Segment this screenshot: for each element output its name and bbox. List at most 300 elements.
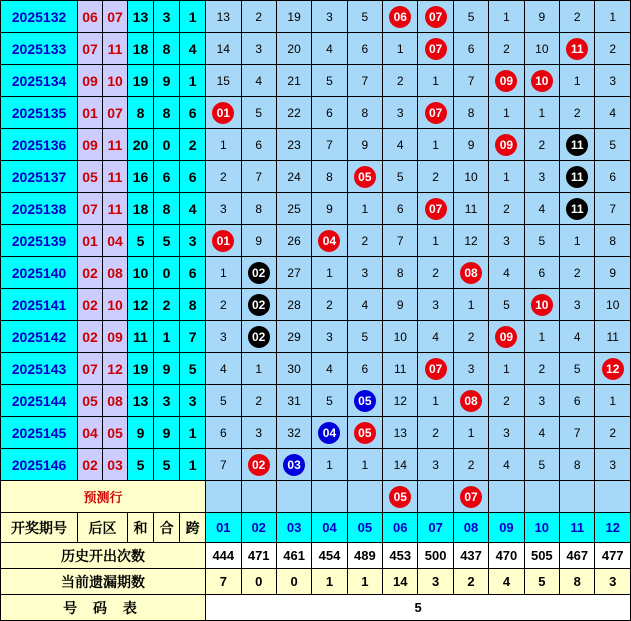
grid-cell[interactable] [524,129,559,161]
header-number[interactable]: 01 [206,513,241,543]
grid-cell[interactable] [524,321,559,353]
grid-cell[interactable] [560,65,595,97]
table-row[interactable] [1,193,631,225]
grid-value: 5 [361,9,369,24]
miss-count-value: 1 [347,569,382,595]
grid-cell[interactable] [312,97,347,129]
back-area-number: 08 [103,257,128,289]
grid-value: 3 [219,329,227,344]
prediction-cell[interactable] [560,481,595,513]
grid-cell[interactable] [206,257,241,289]
back-area-number: 11 [103,129,128,161]
grid-cell[interactable] [383,161,418,193]
grid-cell[interactable] [524,161,559,193]
grid-cell[interactable] [383,257,418,289]
grid-cell[interactable] [276,97,311,129]
grid-cell[interactable] [453,257,488,289]
grid-cell[interactable] [347,417,382,449]
grid-cell[interactable] [524,225,559,257]
grid-cell[interactable] [241,289,276,321]
grid-cell[interactable] [276,321,311,353]
back-area-number: 02 [78,321,103,353]
grid-cell[interactable] [418,65,453,97]
grid-cell[interactable] [383,321,418,353]
issue-number: 2025135 [1,97,78,129]
grid-cell[interactable] [383,33,418,65]
grid-cell[interactable] [241,225,276,257]
grid-cell[interactable] [241,385,276,417]
aggregate-value: 20 [128,129,154,161]
grid-cell[interactable] [524,385,559,417]
grid-value: 7 [219,457,227,472]
grid-cell[interactable] [524,33,559,65]
grid-cell[interactable] [206,289,241,321]
grid-cell[interactable] [347,129,382,161]
grid-cell[interactable] [489,385,524,417]
grid-value: 2 [538,137,546,152]
grid-cell[interactable] [453,449,488,481]
grid-cell[interactable] [524,97,559,129]
grid-cell[interactable] [524,257,559,289]
grid-value: 2 [503,393,510,408]
grid-cell[interactable] [560,193,595,225]
grid-cell[interactable] [418,225,453,257]
grid-cell[interactable] [595,321,631,353]
header-number[interactable]: 03 [276,513,311,543]
grid-cell[interactable] [241,449,276,481]
footer-value: 5 [206,595,631,621]
grid-cell[interactable] [595,97,631,129]
grid-cell[interactable] [347,449,382,481]
grid-cell[interactable] [489,353,524,385]
grid-cell[interactable] [418,353,453,385]
grid-cell[interactable] [383,449,418,481]
issue-number: 2025146 [1,449,78,481]
grid-cell[interactable] [276,129,311,161]
issue-number: 2025136 [1,129,78,161]
grid-cell[interactable] [312,33,347,65]
grid-cell[interactable] [489,161,524,193]
grid-cell[interactable] [453,417,488,449]
grid-cell[interactable] [453,33,488,65]
number-ball: 04 [318,230,340,252]
back-area-number: 07 [103,97,128,129]
grid-cell[interactable] [453,289,488,321]
grid-value: 2 [503,41,510,56]
grid-cell[interactable] [595,289,631,321]
grid-cell[interactable] [489,129,524,161]
grid-cell[interactable] [453,225,488,257]
grid-cell[interactable] [524,193,559,225]
table-row[interactable] [1,33,631,65]
issue-number: 2025145 [1,417,78,449]
grid-cell[interactable] [276,385,311,417]
grid-cell[interactable] [347,161,382,193]
grid-cell[interactable] [453,385,488,417]
grid-cell[interactable] [276,289,311,321]
grid-cell[interactable] [347,65,382,97]
grid-value: 5 [326,393,333,408]
grid-cell[interactable] [347,385,382,417]
grid-cell[interactable] [418,385,453,417]
number-ball: 11 [566,166,588,188]
prediction-cell[interactable] [418,481,453,513]
grid-cell[interactable] [560,257,595,289]
grid-cell[interactable] [276,353,311,385]
prediction-cell[interactable] [206,481,241,513]
grid-value: 6 [609,169,617,184]
grid-cell[interactable] [276,449,311,481]
prediction-cell[interactable] [312,481,347,513]
grid-cell[interactable] [312,161,347,193]
grid-cell[interactable] [489,193,524,225]
grid-value: 5 [219,393,227,408]
table-row[interactable] [1,353,631,385]
grid-cell[interactable] [347,257,382,289]
grid-cell[interactable] [453,161,488,193]
grid-cell[interactable] [276,193,311,225]
header-number[interactable]: 05 [347,513,382,543]
grid-cell[interactable] [347,193,382,225]
grid-cell[interactable] [595,129,631,161]
grid-cell[interactable] [276,65,311,97]
grid-cell[interactable] [524,289,559,321]
header-number[interactable]: 08 [453,513,488,543]
header-number[interactable]: 07 [418,513,453,543]
grid-cell[interactable] [418,417,453,449]
grid-cell[interactable] [276,161,311,193]
grid-cell[interactable] [241,321,276,353]
grid-cell[interactable] [560,289,595,321]
grid-value: 12 [393,393,407,408]
header-number[interactable]: 12 [595,513,631,543]
grid-cell[interactable] [560,129,595,161]
grid-cell[interactable] [560,33,595,65]
grid-value: 12 [464,233,478,248]
prediction-cell[interactable] [276,481,311,513]
grid-cell[interactable] [560,161,595,193]
grid-cell[interactable] [241,129,276,161]
grid-cell[interactable] [489,65,524,97]
prediction-row[interactable] [1,481,631,513]
back-area-number: 02 [78,257,103,289]
grid-cell[interactable] [206,417,241,449]
grid-cell[interactable] [489,1,524,33]
grid-cell[interactable] [453,321,488,353]
grid-cell[interactable] [206,33,241,65]
grid-value: 2 [396,73,404,88]
table-row[interactable] [1,257,631,289]
grid-cell[interactable] [312,225,347,257]
grid-cell[interactable] [383,225,418,257]
table-row[interactable] [1,321,631,353]
table-row[interactable] [1,161,631,193]
aggregate-value: 11 [128,321,154,353]
grid-cell[interactable] [241,97,276,129]
table-row[interactable] [1,129,631,161]
grid-cell[interactable] [524,353,559,385]
grid-value: 2 [609,41,617,56]
grid-value: 8 [609,233,617,248]
number-ball: 11 [566,198,588,220]
grid-cell[interactable] [347,1,382,33]
grid-cell[interactable] [241,353,276,385]
grid-cell[interactable] [453,65,488,97]
grid-cell[interactable] [595,161,631,193]
history-count-label: 历史开出次数 [1,543,206,569]
prediction-cell[interactable] [347,481,382,513]
grid-value: 10 [393,329,407,344]
header-number[interactable]: 06 [383,513,418,543]
issue-number: 2025144 [1,385,78,417]
grid-cell[interactable] [560,321,595,353]
grid-value: 6 [538,265,546,280]
grid-cell[interactable] [560,417,595,449]
back-area-number: 10 [103,289,128,321]
back-area-number: 07 [78,353,103,385]
grid-cell[interactable] [312,321,347,353]
miss-count-value: 14 [383,569,418,595]
grid-cell[interactable] [418,129,453,161]
grid-cell[interactable] [347,225,382,257]
grid-cell[interactable] [383,353,418,385]
header-number[interactable]: 02 [241,513,276,543]
grid-cell[interactable] [418,449,453,481]
aggregate-value: 8 [154,33,180,65]
grid-cell[interactable] [241,33,276,65]
grid-value: 3 [538,393,546,408]
grid-cell[interactable] [312,449,347,481]
footer-row [1,595,631,621]
header-number[interactable]: 04 [312,513,347,543]
header-combo: 合 [154,513,180,543]
grid-cell[interactable] [347,321,382,353]
grid-cell[interactable] [206,449,241,481]
grid-cell[interactable] [312,65,347,97]
grid-cell[interactable] [595,353,631,385]
number-ball: 01 [212,102,234,124]
grid-value: 11 [394,361,407,376]
grid-cell[interactable] [383,1,418,33]
grid-value: 2 [467,329,475,344]
grid-cell[interactable] [206,161,241,193]
table-row[interactable] [1,65,631,97]
grid-cell[interactable] [418,1,453,33]
grid-cell[interactable] [489,33,524,65]
aggregate-value: 12 [128,289,154,321]
grid-cell[interactable] [595,257,631,289]
grid-value: 1 [219,265,227,280]
grid-value: 9 [361,137,369,152]
aggregate-value: 3 [154,1,180,33]
grid-cell[interactable] [312,417,347,449]
grid-value: 6 [326,105,333,120]
grid-value: 10 [464,169,478,184]
header-number[interactable]: 10 [524,513,559,543]
grid-cell[interactable] [276,33,311,65]
number-ball: 07 [425,358,447,380]
grid-cell[interactable] [595,193,631,225]
grid-cell[interactable] [418,289,453,321]
miss-count-value: 8 [560,569,595,595]
header-back-area: 后区 [78,513,128,543]
table-row[interactable] [1,449,631,481]
grid-cell[interactable] [312,193,347,225]
grid-cell[interactable] [489,321,524,353]
grid-value: 1 [503,9,510,24]
grid-cell[interactable] [383,65,418,97]
grid-cell[interactable] [347,353,382,385]
grid-cell[interactable] [595,1,631,33]
grid-cell[interactable] [560,353,595,385]
history-count-value: 500 [418,543,453,569]
prediction-cell[interactable] [489,481,524,513]
grid-cell[interactable] [312,257,347,289]
prediction-cell[interactable] [383,481,418,513]
grid-cell[interactable] [595,449,631,481]
table-row[interactable] [1,97,631,129]
prediction-cell[interactable] [241,481,276,513]
grid-cell[interactable] [418,33,453,65]
grid-value: 1 [432,73,439,88]
grid-cell[interactable] [383,129,418,161]
grid-cell[interactable] [560,97,595,129]
prediction-cell[interactable] [453,481,488,513]
grid-cell[interactable] [206,225,241,257]
grid-cell[interactable] [453,1,488,33]
aggregate-value: 13 [128,385,154,417]
grid-cell[interactable] [595,385,631,417]
grid-cell[interactable] [241,1,276,33]
grid-cell[interactable] [383,193,418,225]
issue-number: 2025141 [1,289,78,321]
grid-cell[interactable] [524,417,559,449]
prediction-cell[interactable] [595,481,631,513]
back-area-number: 09 [78,129,103,161]
table-row[interactable] [1,1,631,33]
grid-cell[interactable] [489,289,524,321]
grid-cell[interactable] [453,97,488,129]
grid-cell[interactable] [595,33,631,65]
grid-cell[interactable] [489,449,524,481]
header-number[interactable]: 11 [560,513,595,543]
grid-cell[interactable] [206,65,241,97]
aggregate-value: 1 [154,321,180,353]
grid-cell[interactable] [453,193,488,225]
grid-cell[interactable] [206,193,241,225]
back-area-number: 08 [103,385,128,417]
grid-cell[interactable] [453,353,488,385]
grid-cell[interactable] [489,225,524,257]
grid-cell[interactable] [276,1,311,33]
grid-cell[interactable] [347,97,382,129]
header-issue: 开奖期号 [1,513,78,543]
grid-cell[interactable] [241,193,276,225]
grid-value: 3 [255,41,263,56]
grid-cell[interactable] [276,257,311,289]
table-row[interactable] [1,289,631,321]
grid-cell[interactable] [418,193,453,225]
grid-cell[interactable] [418,321,453,353]
grid-cell[interactable] [453,129,488,161]
aggregate-value: 1 [180,65,206,97]
grid-cell[interactable] [276,225,311,257]
aggregate-value: 7 [180,321,206,353]
grid-cell[interactable] [206,353,241,385]
grid-value: 2 [361,233,369,248]
grid-cell[interactable] [595,417,631,449]
grid-cell[interactable] [489,417,524,449]
table-row[interactable] [1,385,631,417]
grid-cell[interactable] [241,161,276,193]
header-number[interactable]: 09 [489,513,524,543]
grid-cell[interactable] [383,97,418,129]
grid-cell[interactable] [418,257,453,289]
number-ball: 11 [566,134,588,156]
grid-cell[interactable] [276,417,311,449]
grid-cell[interactable] [312,129,347,161]
grid-cell[interactable] [241,257,276,289]
grid-cell[interactable] [206,1,241,33]
grid-cell[interactable] [489,97,524,129]
prediction-cell[interactable] [524,481,559,513]
grid-cell[interactable] [312,1,347,33]
table-row[interactable] [1,417,631,449]
grid-cell[interactable] [312,385,347,417]
grid-cell[interactable] [560,385,595,417]
grid-cell[interactable] [524,449,559,481]
grid-cell[interactable] [241,417,276,449]
grid-value: 1 [432,137,439,152]
issue-number: 2025132 [1,1,78,33]
grid-cell[interactable] [383,385,418,417]
table-row[interactable] [1,225,631,257]
grid-cell[interactable] [418,161,453,193]
grid-cell[interactable] [206,385,241,417]
grid-cell[interactable] [524,65,559,97]
issue-number: 2025133 [1,33,78,65]
grid-cell[interactable] [383,289,418,321]
aggregate-value: 13 [128,1,154,33]
grid-cell[interactable] [560,1,595,33]
grid-cell[interactable] [241,65,276,97]
grid-cell[interactable] [206,97,241,129]
grid-cell[interactable] [524,1,559,33]
miss-count-value: 4 [489,569,524,595]
grid-value: 8 [396,265,404,280]
grid-cell[interactable] [347,289,382,321]
grid-cell[interactable] [206,129,241,161]
grid-value: 3 [255,425,263,440]
grid-value: 1 [573,73,581,88]
grid-value: 9 [255,233,263,248]
grid-value: 5 [361,329,369,344]
back-area-number: 03 [103,449,128,481]
history-count-value: 477 [595,543,631,569]
grid-cell[interactable] [347,33,382,65]
grid-cell[interactable] [595,65,631,97]
grid-cell[interactable] [489,257,524,289]
grid-cell[interactable] [312,289,347,321]
grid-cell[interactable] [383,417,418,449]
grid-cell[interactable] [312,353,347,385]
grid-cell[interactable] [595,225,631,257]
grid-cell[interactable] [560,225,595,257]
grid-cell[interactable] [206,321,241,353]
grid-cell[interactable] [560,449,595,481]
grid-cell[interactable] [418,97,453,129]
grid-value: 3 [609,73,617,88]
